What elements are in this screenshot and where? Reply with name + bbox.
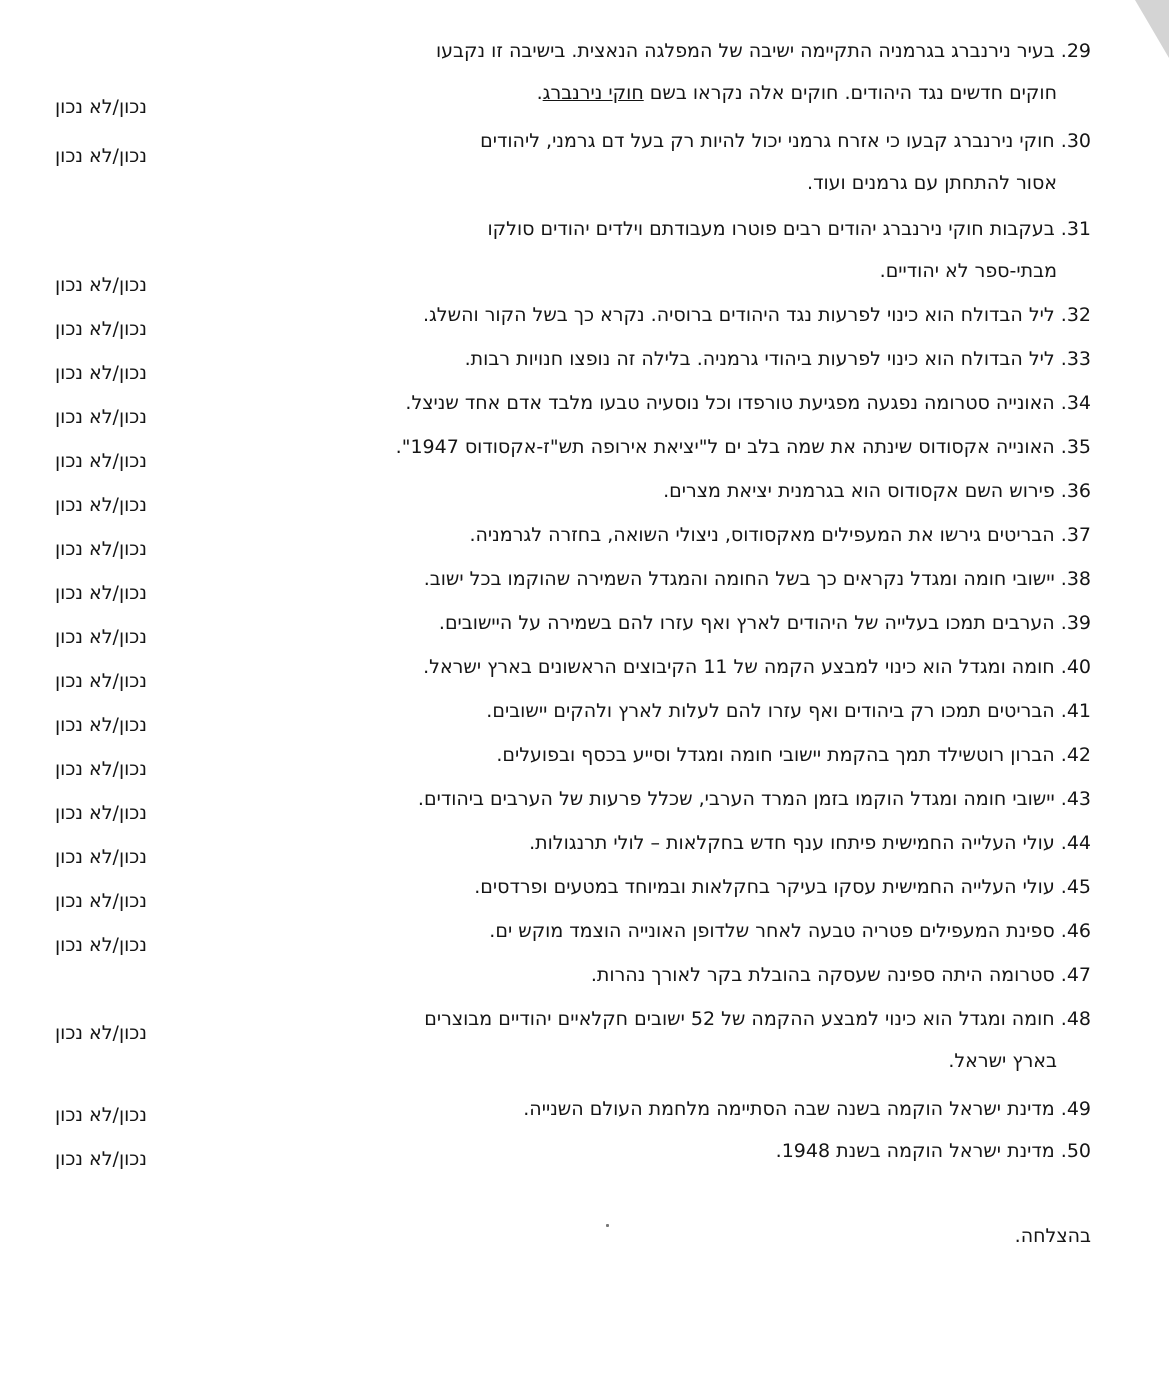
question-29: [436, 30, 1091, 114]
signoff-text: בהצלחה.: [1014, 1225, 1091, 1247]
answer-45[interactable]: נכון/לא נכון: [55, 890, 147, 912]
term-nuremberg-laws: חוקי נירנברג: [542, 82, 644, 104]
answer-50[interactable]: נכון/לא נכון: [55, 1148, 147, 1170]
answer-49[interactable]: נכון/לא נכון: [55, 1104, 147, 1126]
answer-41[interactable]: נכון/לא נכון: [55, 714, 147, 736]
question-48-line-1: 48. חומה ומגדל הוא כינוי למבצע ההקמה של 52 ישובים חקלאיים יהודיים מבוצרים: [424, 1008, 1091, 1030]
answer-36[interactable]: נכון/לא נכון: [55, 494, 147, 516]
answer-33[interactable]: נכון/לא נכון: [55, 362, 147, 384]
question-46: 46. ספינת המעפילים פטריה טבעה לאחר שלדופן האונייה הוצמד מוקש ים.: [489, 920, 1091, 942]
question-30-line-1: 30. חוקי נירנברג קבעו כי אזרח גרמני יכול להיות רק בעל דם גרמני, ליהודים: [480, 130, 1091, 152]
question-47: 47. סטרומה היתה ספינה שעסקה בהובלת בקר לאורך נהרות.: [590, 964, 1091, 986]
question-43: 43. יישובי חומה ומגדל הוקמו בזמן המרד הערבי, שכלל פרעות של הערבים ביהודים.: [417, 788, 1091, 810]
page-corner-shadow: [1135, 0, 1169, 58]
scan-speck: [606, 1224, 609, 1227]
answer-46[interactable]: נכון/לא נכון: [55, 934, 147, 956]
question-33: 33. ליל הבדולח הוא כינוי לפרעות ביהודי גרמניה. בלילה זה נופצו חנויות רבות.: [464, 348, 1091, 370]
answer-34[interactable]: נכון/לא נכון: [55, 406, 147, 428]
question-40: 40. חומה ומגדל הוא כינוי למבצע הקמה של 11 הקיבוצים הראשונים בארץ ישראל.: [423, 656, 1091, 678]
question-30-line-2: אסור להתחתן עם גרמנים ועוד.: [807, 172, 1057, 194]
question-31-line-1: 31. בעקבות חוקי נירנברג יהודים רבים פוטרו מעבודתם וילדים יהודים סולקו: [487, 218, 1091, 240]
answer-44[interactable]: נכון/לא נכון: [55, 846, 147, 868]
answer-32[interactable]: נכון/לא נכון: [55, 318, 147, 340]
question-39: 39. הערבים תמכו בעלייה של היהודים לארץ ואף עזרו להם בשמירה על היישובים.: [438, 612, 1091, 634]
question-37: 37. הבריטים גירשו את המעפילים מאקסודוס, ניצולי השואה, בחזרה לגרמניה.: [469, 524, 1091, 546]
answer-40[interactable]: נכון/לא נכון: [55, 670, 147, 692]
answer-48[interactable]: נכון/לא נכון: [55, 1022, 147, 1044]
answer-37[interactable]: נכון/לא נכון: [55, 538, 147, 560]
question-31-line-2: מבתי-ספר לא יהודיים.: [879, 260, 1057, 282]
question-36: 36. פירוש השם אקסודוס הוא בגרמנית יציאת מצרים.: [663, 480, 1091, 502]
question-32: 32. ליל הבדולח הוא כינוי לפרעות נגד היהודים ברוסיה. נקרא כך בשל הקור והשלג.: [422, 304, 1091, 326]
question-30: [480, 120, 1091, 204]
question-44: 44. עולי העלייה החמישית פיתחו ענף חדש בחקלאות – לולי תרנגולות.: [529, 832, 1091, 854]
question-45: 45. עולי העלייה החמישית עסקו בעיקר בחקלאות ובמיוחד במטעים ופרדסים.: [474, 876, 1091, 898]
question-41: 41. הבריטים תמכו רק ביהודים ואף עזרו להם לעלות לארץ ולהקים יישובים.: [486, 700, 1091, 722]
question-48: [424, 998, 1091, 1082]
question-35: 35. האונייה אקסודוס שינתה את שמה בלב ים ל"יציאת אירופה תש"ז-אקסודוס 1947".: [395, 436, 1091, 458]
question-48-line-2: בארץ ישראל.: [948, 1050, 1057, 1072]
question-38: 38. יישובי חומה ומגדל נקראים כך בשל החומה והמגדל השמירה שהוקמו בכל ישוב.: [423, 568, 1091, 590]
answer-42[interactable]: נכון/לא נכון: [55, 758, 147, 780]
answer-31[interactable]: נכון/לא נכון: [55, 274, 147, 296]
question-50: 50. מדינת ישראל הוקמה בשנת 1948.: [775, 1140, 1091, 1162]
question-29-line-2: חוקים חדשים נגד היהודים. חוקים אלה נקראו בשם חוקי נירנברג.: [536, 82, 1057, 104]
answer-39[interactable]: נכון/לא נכון: [55, 626, 147, 648]
question-34: 34. האונייה סטרומה נפגעה מפגיעת טורפדו וכל נוסעיה טבעו מלבד אדם אחד שניצל.: [405, 392, 1091, 414]
question-29-line-1: 29. בעיר נירנברג בגרמניה התקיימה ישיבה של המפלגה הנאצית. בישיבה זו נקבעו: [435, 40, 1091, 62]
question-31: [488, 208, 1092, 292]
answer-35[interactable]: נכון/לא נכון: [55, 450, 147, 472]
answer-38[interactable]: נכון/לא נכון: [55, 582, 147, 604]
answer-43[interactable]: נכון/לא נכון: [55, 802, 147, 824]
answer-30[interactable]: נכון/לא נכון: [55, 145, 147, 167]
question-49: 49. מדינת ישראל הוקמה בשנה שבה הסתיימה מלחמת העולם השנייה.: [523, 1098, 1091, 1120]
question-42: 42. הברון רוטשילד תמך בהקמת יישובי חומה ומגדל וסייע בכסף ובפועלים.: [496, 744, 1091, 766]
answer-29[interactable]: נכון/לא נכון: [55, 96, 147, 118]
